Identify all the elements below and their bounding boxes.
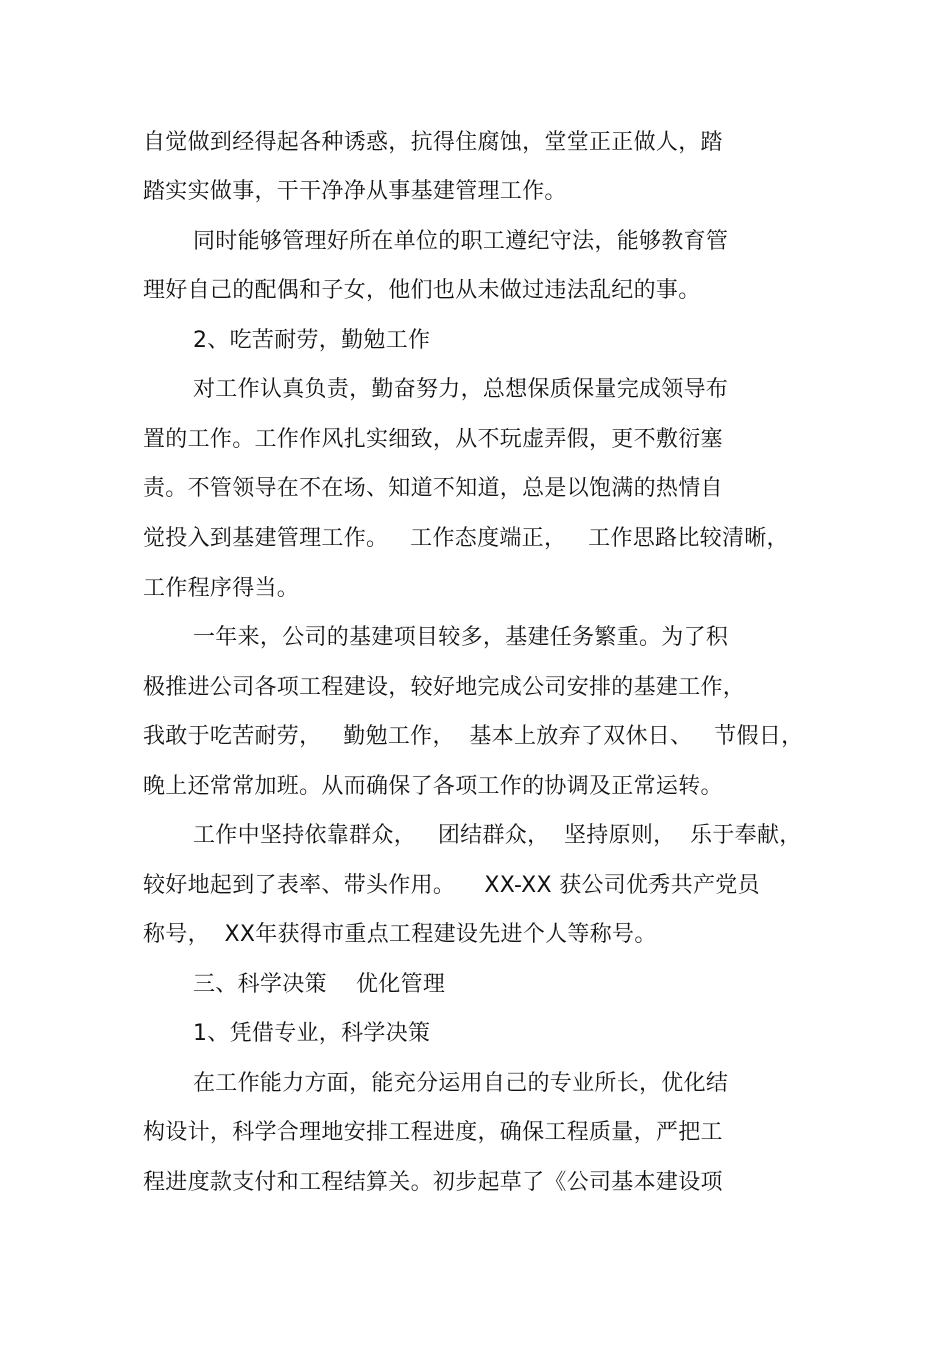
text-line: 理好自己的配偶和子女，他们也从未做过违法乱纪的事。 bbox=[143, 278, 701, 303]
text-line: 晚上还常常加班。从而确保了各项工作的协调及正常运转。 bbox=[143, 774, 723, 799]
text-line: 踏实实做事，干干净净从事基建管理工作。 bbox=[143, 179, 567, 204]
text-line: 我敢于吃苦耐劳， 勤勉工作， 基本上放弃了双休日、 节假日， bbox=[143, 724, 804, 749]
text-line: 程进度款支付和工程结算关。初步起草了《公司基本建设项 bbox=[143, 1170, 723, 1195]
text-line: 较好地起到了表率、带头作用。 XX-XX 获公司优秀共产党员 bbox=[143, 873, 760, 898]
text-line: 自觉做到经得起各种诱惑，抗得住腐蚀，堂堂正正做人，踏 bbox=[143, 130, 723, 155]
section-heading: 三、科学决策 优化管理 bbox=[193, 972, 446, 997]
text-line: 觉投入到基建管理工作。 工作态度端正， 工作思路比较清晰， bbox=[143, 526, 789, 551]
text-line: 对工作认真负责，勤奋努力，总想保质保量完成领导布 bbox=[193, 377, 729, 402]
text-line: 称号， XX年获得市重点工程建设先进个人等称号。 bbox=[143, 922, 657, 947]
section-heading: 1、凭借专业，科学决策 bbox=[193, 1021, 431, 1046]
text-line: 责。不管领导在不在场、知道不知道，总是以饱满的热情自 bbox=[143, 476, 723, 501]
text-line: 极推进公司各项工程建设，较好地完成公司安排的基建工作， bbox=[143, 675, 746, 700]
text-line: 置的工作。工作作风扎实细致，从不玩虚弄假，更不敷衍塞 bbox=[143, 427, 723, 452]
text-line: 构设计，科学合理地安排工程进度，确保工程质量，严把工 bbox=[143, 1120, 723, 1145]
text-line: 工作中坚持依靠群众， 团结群众， 坚持原则， 乐于奉献， bbox=[193, 823, 802, 848]
section-heading: 2、吃苦耐劳，勤勉工作 bbox=[193, 328, 431, 353]
text-line: 一年来，公司的基建项目较多，基建任务繁重。为了积 bbox=[193, 625, 729, 650]
text-line: 工作程序得当。 bbox=[143, 576, 300, 601]
text-line: 同时能够管理好所在单位的职工遵纪守法，能够教育管 bbox=[193, 229, 729, 254]
text-line: 在工作能力方面，能充分运用自己的专业所长，优化结 bbox=[193, 1071, 729, 1096]
